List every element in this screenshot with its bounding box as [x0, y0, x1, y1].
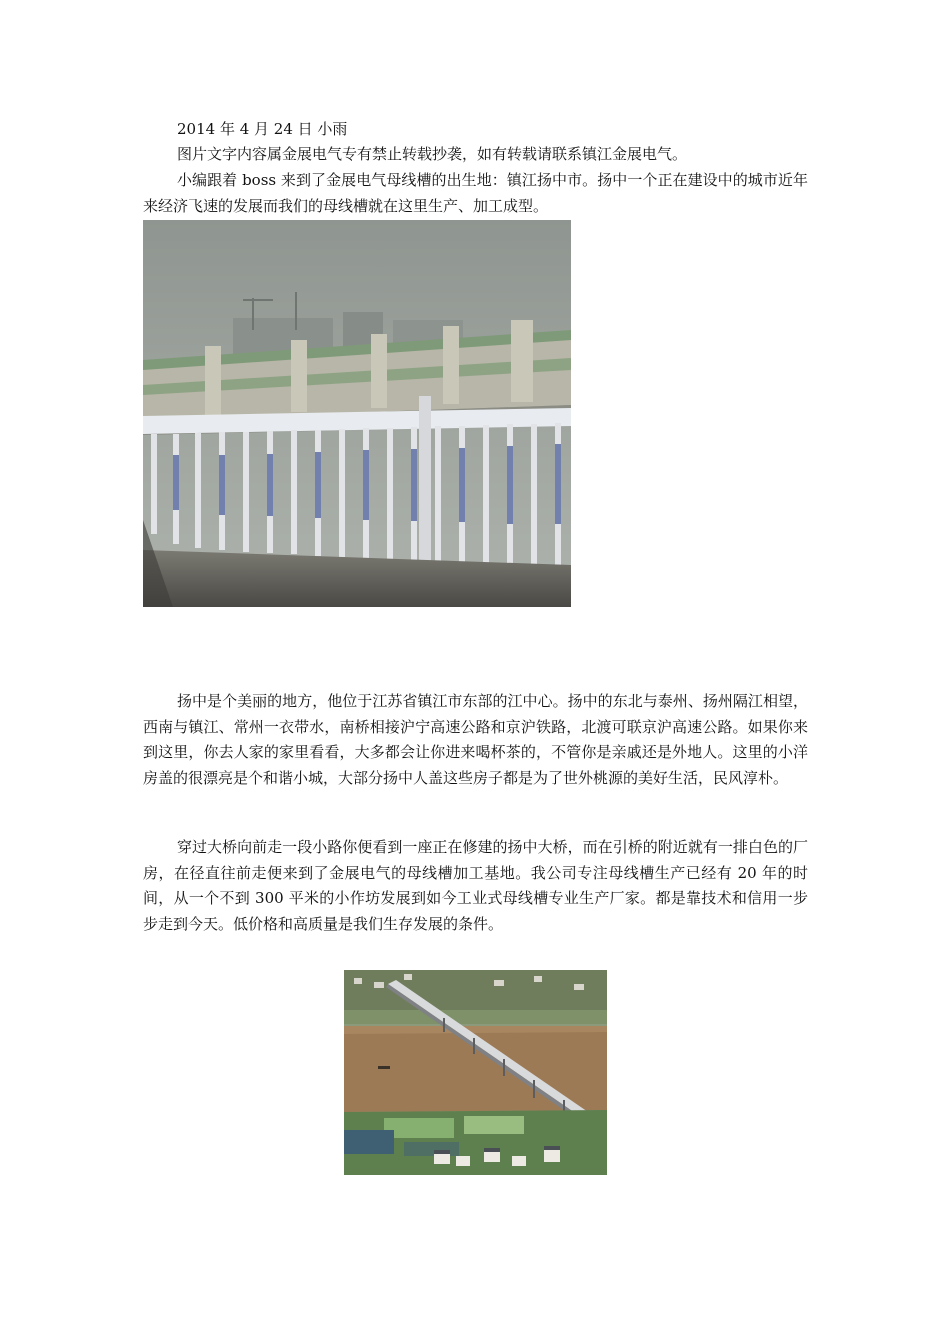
river-bridge-photo	[344, 970, 607, 1175]
bridge-railing-photo	[143, 220, 571, 607]
intro-paragraph: 小编跟着 boss 来到了金展电气母线槽的出生地：镇江扬中市。扬中一个正在建设中的城市近年来经济飞速的发展而我们的母线槽就在这里生产、加工成型。	[143, 171, 808, 215]
factory-paragraph: 穿过大桥向前走一段小路你便看到一座正在修建的扬中大桥，而在引桥的附近就有一排白色的厂房，在径直往前走便来到了金展电气的母线槽加工基地。我公司专注母线槽生产已经有 20 年的时间，从一个不到 300 平米的小作坊发展到如今工业式母线槽专业生产厂家。都是靠技术和信用一步步走到今天。低价格和高质量是我们生存发展的条件。	[143, 838, 808, 933]
yangzhong-paragraph: 扬中是个美丽的地方，他位于江苏省镇江市东部的江中心。扬中的东北与泰州、扬州隔江相望，西南与镇江、常州一衣带水，南桥相接沪宁高速公路和京沪铁路，北渡可联京沪高速公路。如果你来到这里，你去人家的家里看看，大多都会让你进来喝杯茶的，不管你是亲戚还是外地人。这里的小洋房盖的很漂亮是个和谐小城，大部分扬中人盖这些房子都是为了世外桃源的美好生活，民风淳朴。	[143, 692, 808, 787]
copyright-notice: 图片文字内容属金展电气专有禁止转载抄袭，如有转载请联系镇江金展电气。	[177, 145, 688, 163]
date-weather-line: 2014 年 4 月 24 日 小雨	[177, 120, 348, 138]
